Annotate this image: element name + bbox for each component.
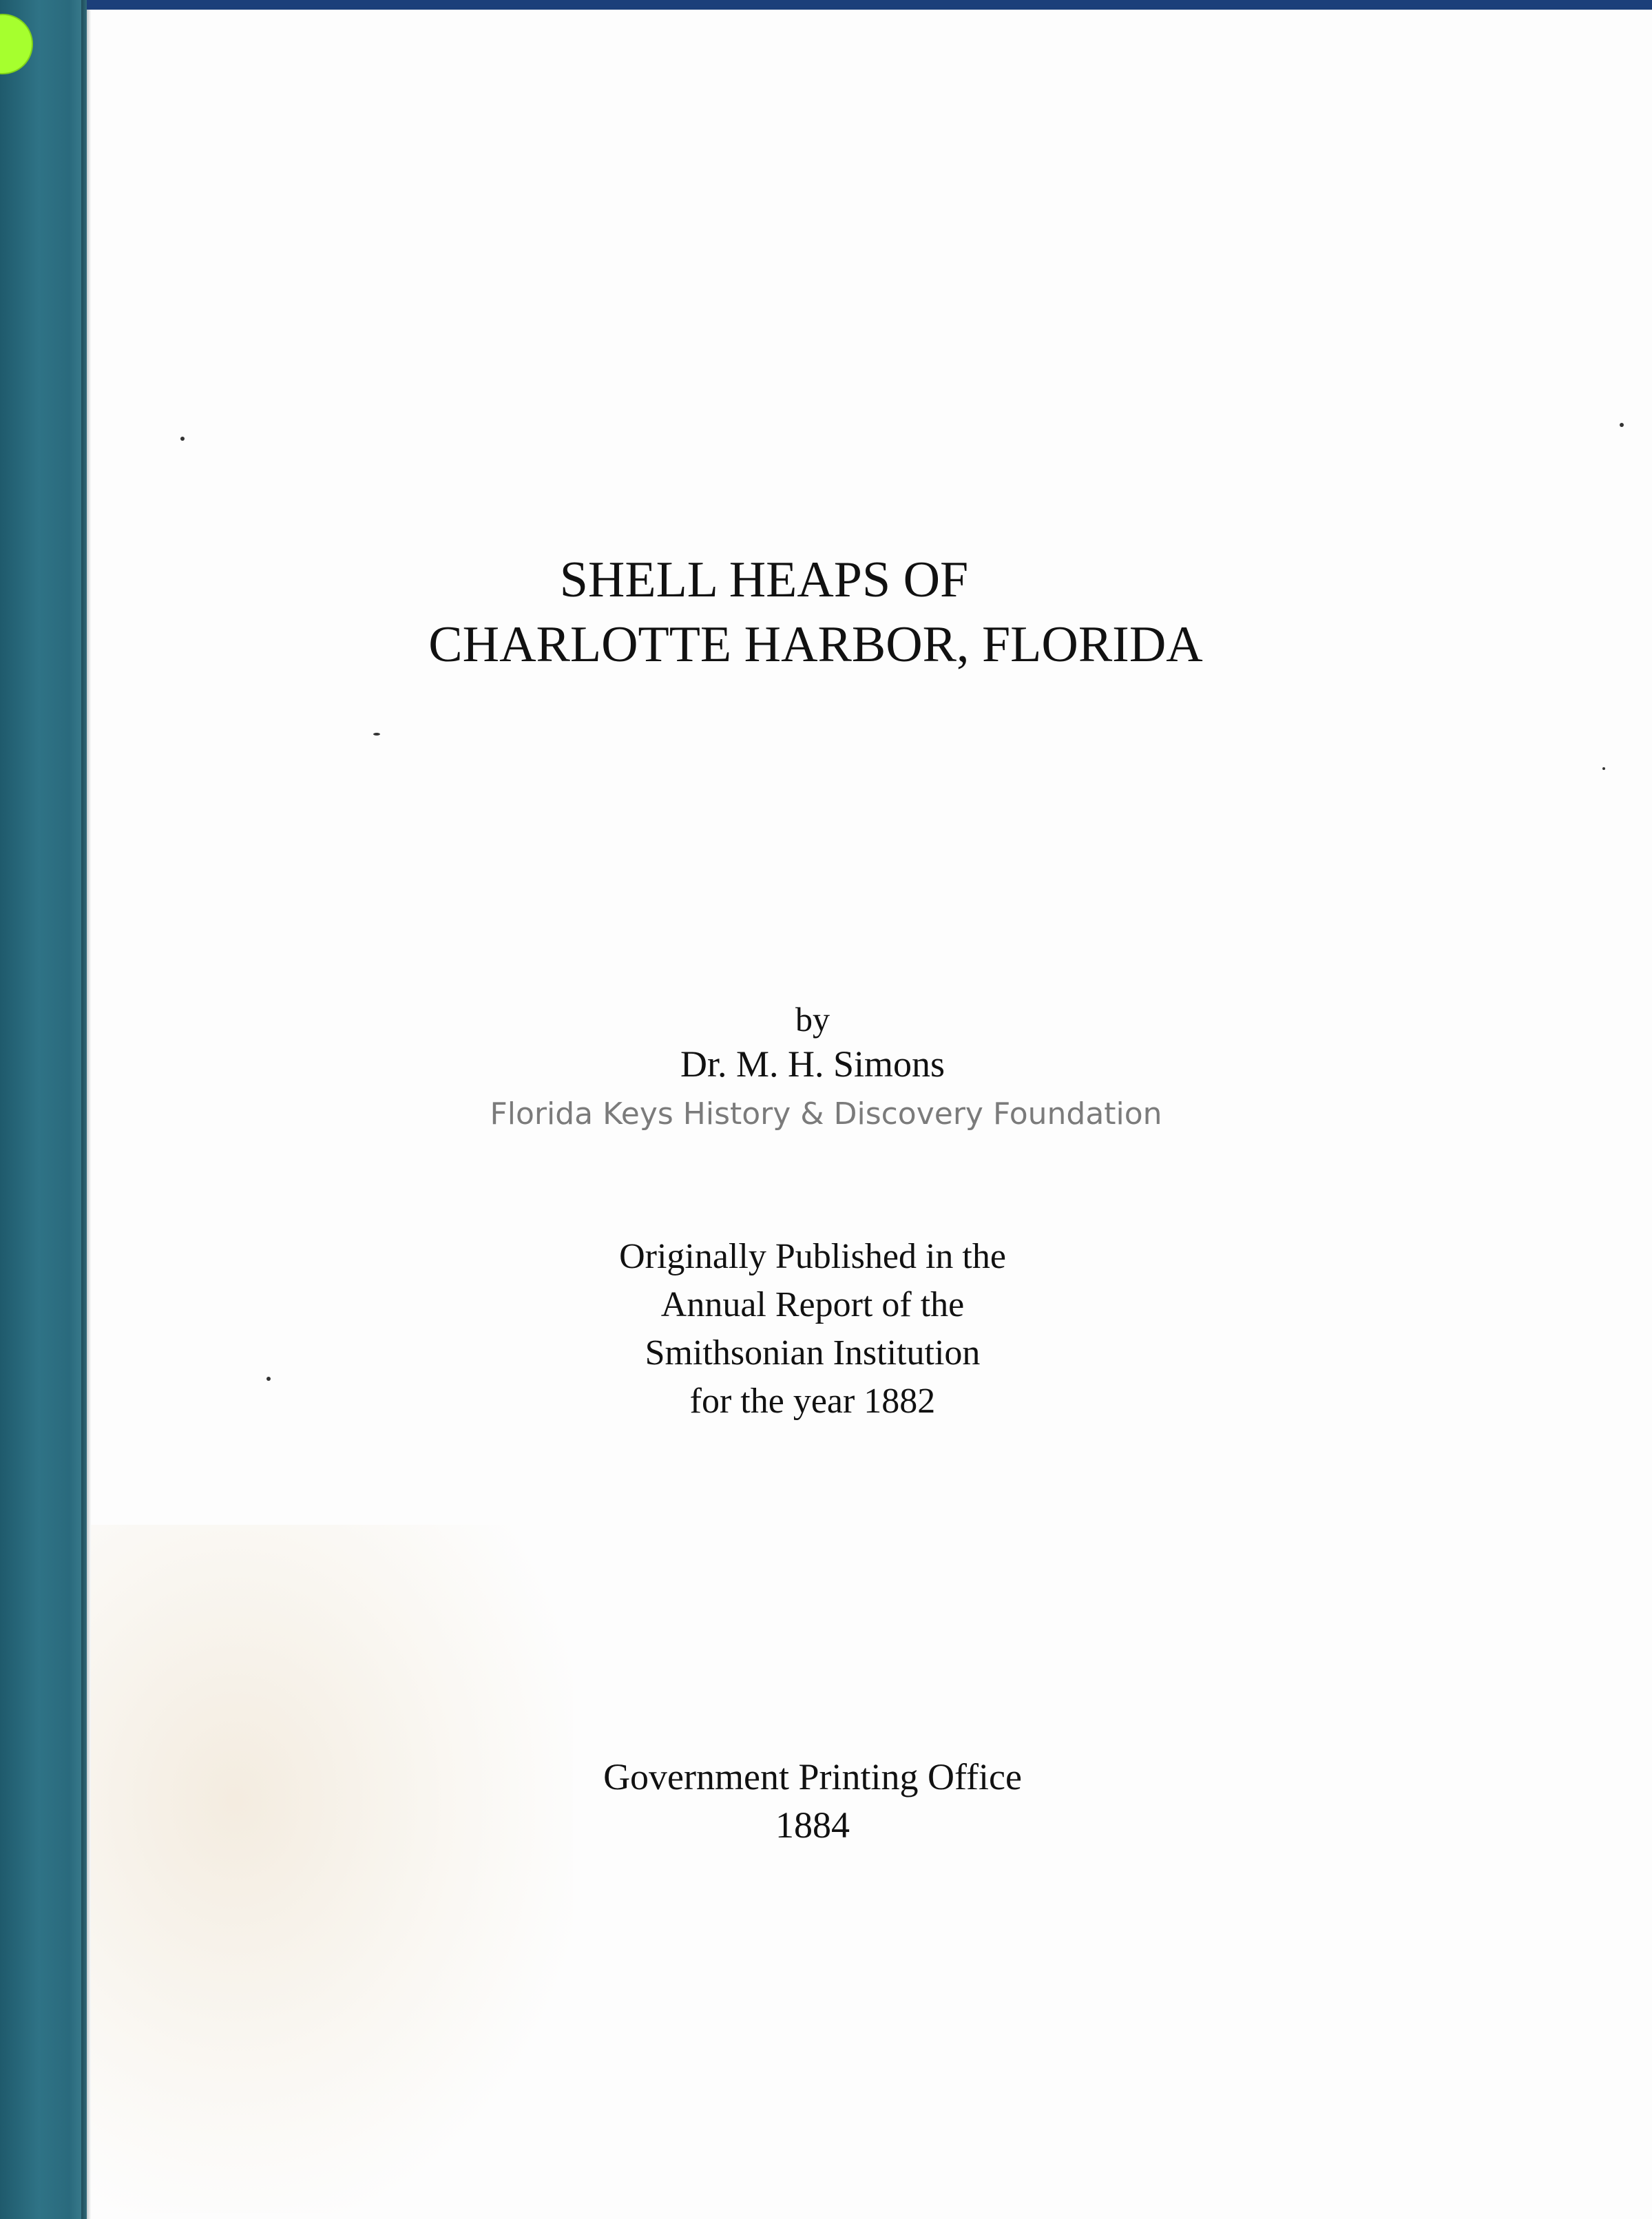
title-line-1: SHELL HEAPS OF xyxy=(559,552,969,608)
printer-year: 1884 xyxy=(775,1804,850,1846)
watermark-text: Florida Keys History & Discovery Foundation xyxy=(490,1096,1162,1132)
speck xyxy=(373,733,380,736)
author-name: Dr. M. H. Simons xyxy=(680,1043,945,1085)
water-stain xyxy=(91,1525,573,2213)
publication-line-2: Annual Report of the xyxy=(660,1285,965,1324)
document-title xyxy=(0,548,1652,677)
publication-note xyxy=(0,1233,1625,1426)
speck xyxy=(180,437,185,441)
speck xyxy=(1602,767,1605,770)
printer-name: Government Printing Office xyxy=(603,1756,1022,1798)
printer-imprint xyxy=(0,1753,1625,1849)
byline: by xyxy=(795,1000,830,1039)
speck xyxy=(1620,423,1624,427)
publication-line-4: for the year 1882 xyxy=(689,1382,936,1421)
title-line-2: CHARLOTTE HARBOR, FLORIDA xyxy=(428,616,1203,673)
top-cover-edge xyxy=(87,0,1652,10)
publication-line-1: Originally Published in the xyxy=(619,1237,1006,1276)
publication-line-3: Smithsonian Institution xyxy=(645,1333,981,1373)
